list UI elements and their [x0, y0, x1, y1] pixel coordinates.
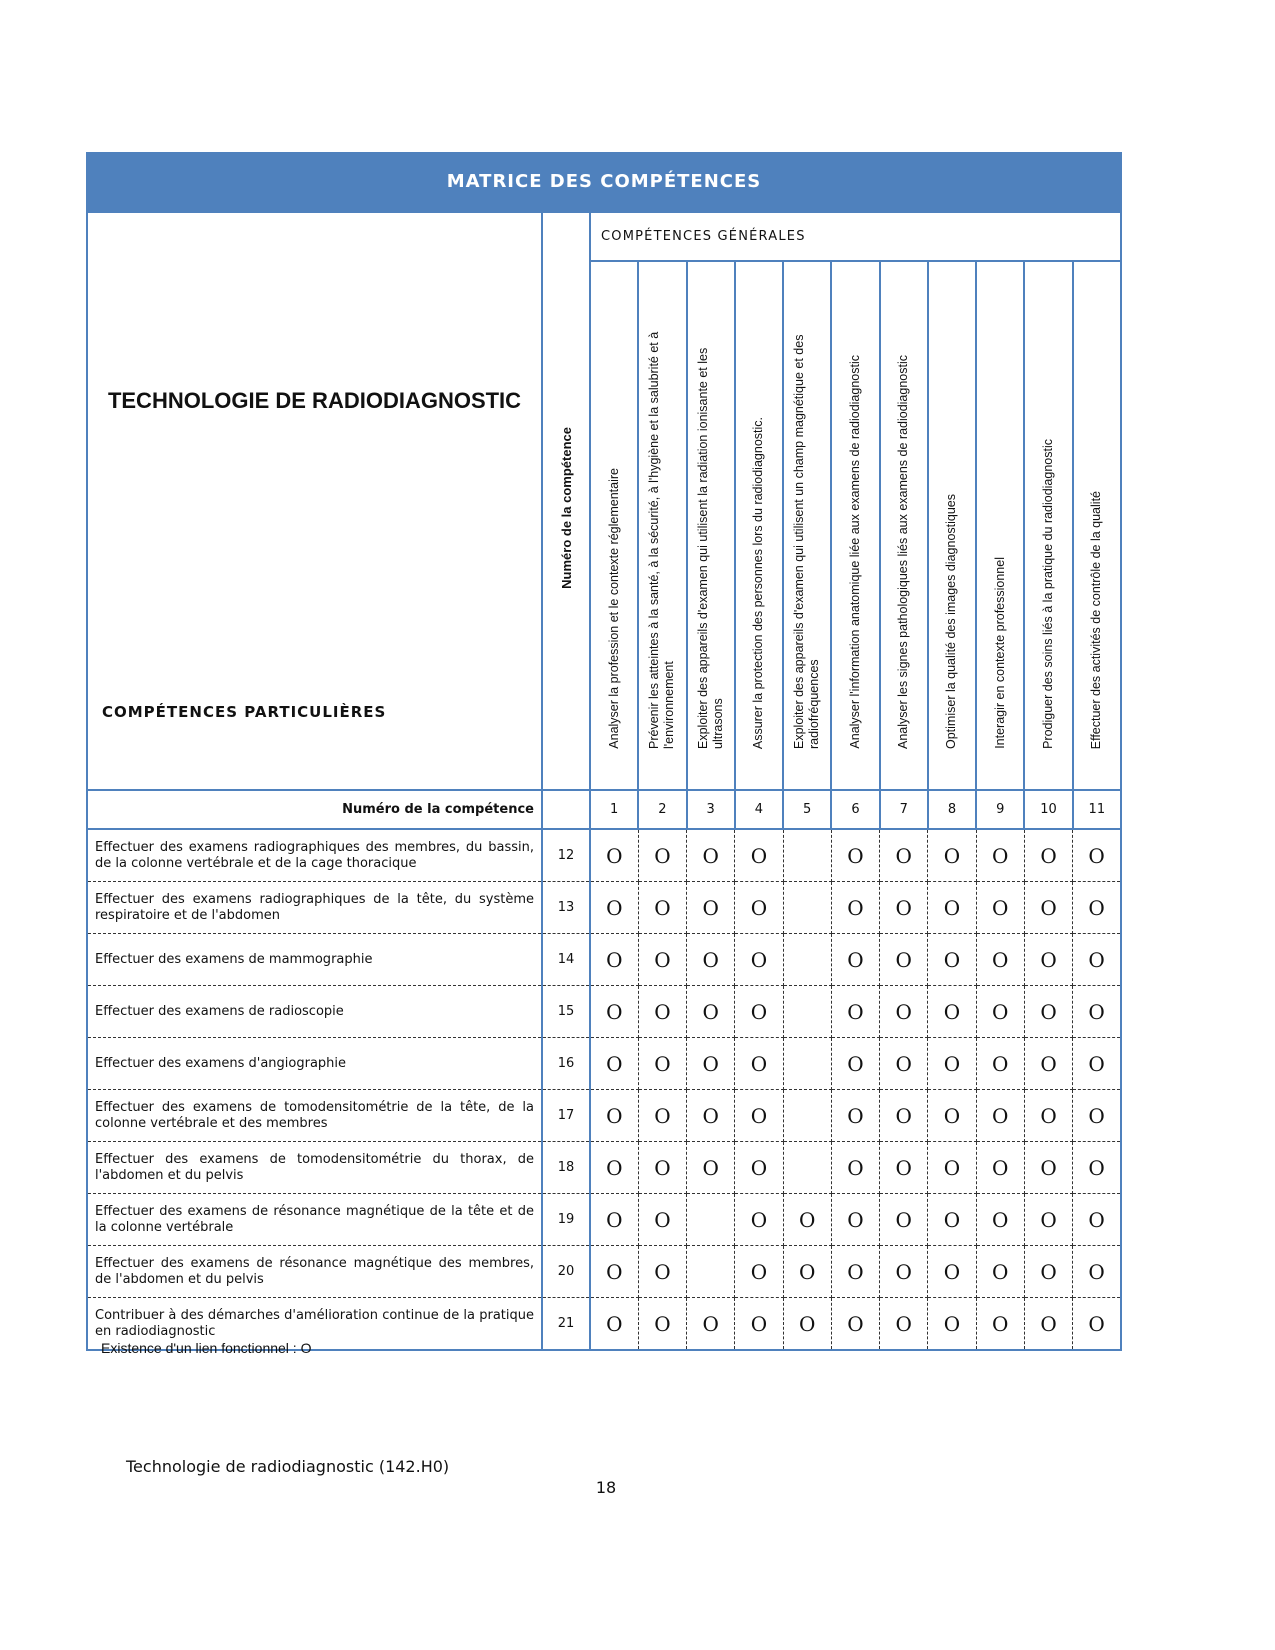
particular-competency-number: 13	[542, 882, 590, 934]
functional-link-mark: O	[638, 1090, 686, 1142]
table-row	[87, 1194, 1121, 1246]
empty-cell	[783, 1142, 831, 1194]
functional-link-mark: O	[687, 829, 735, 882]
functional-link-mark: O	[638, 1246, 686, 1298]
functional-link-mark: O	[1073, 934, 1121, 986]
functional-link-mark: O	[1024, 882, 1072, 934]
functional-link-mark: O	[1073, 829, 1121, 882]
functional-link-mark: O	[928, 1298, 976, 1351]
functional-link-mark: O	[638, 1038, 686, 1090]
functional-link-mark: O	[735, 1194, 783, 1246]
general-competency-number: 9	[976, 790, 1024, 829]
general-competency-label: Prévenir les atteintes à la santé, à la sécurité, à l'hygiène et la salubrité et à l'environnement	[647, 331, 677, 749]
functional-link-mark: O	[928, 1194, 976, 1246]
functional-link-mark: O	[735, 1142, 783, 1194]
functional-link-mark: O	[880, 1194, 928, 1246]
general-competency-label: Analyser la profession et le contexte réglementaire	[606, 468, 621, 749]
general-competency-number: 1	[590, 790, 638, 829]
functional-link-mark: O	[880, 1246, 928, 1298]
competency-matrix	[86, 211, 1122, 1351]
functional-link-mark: O	[638, 1142, 686, 1194]
functional-link-mark: O	[1024, 1090, 1072, 1142]
table-row	[87, 934, 1121, 986]
functional-link-mark: O	[735, 882, 783, 934]
functional-link-mark: O	[638, 1298, 686, 1351]
functional-link-mark: O	[687, 1142, 735, 1194]
general-competency-header	[783, 261, 831, 790]
functional-link-mark: O	[1073, 882, 1121, 934]
general-competency-header	[976, 261, 1024, 790]
functional-link-mark: O	[735, 1090, 783, 1142]
number-row-blank	[542, 790, 590, 829]
functional-link-mark: O	[831, 934, 879, 986]
functional-link-mark: O	[1073, 1194, 1121, 1246]
particular-competency-number: 12	[542, 829, 590, 882]
table-row	[87, 1142, 1121, 1194]
general-competency-header	[735, 261, 783, 790]
functional-link-mark: O	[590, 1298, 638, 1351]
functional-link-mark: O	[928, 1246, 976, 1298]
functional-link-mark: O	[928, 1038, 976, 1090]
general-competency-number: 2	[638, 790, 686, 829]
functional-link-mark: O	[590, 1142, 638, 1194]
functional-link-mark: O	[976, 829, 1024, 882]
functional-link-mark: O	[880, 934, 928, 986]
particular-competency-number: 14	[542, 934, 590, 986]
functional-link-mark: O	[590, 934, 638, 986]
table-row	[87, 1090, 1121, 1142]
functional-link-mark: O	[928, 934, 976, 986]
general-competency-number: 5	[783, 790, 831, 829]
functional-link-mark: O	[1024, 986, 1072, 1038]
particular-competency-label: Effectuer des examens radiographiques des membres, du bassin, de la colonne vertébrale et de la cage thoracique	[87, 829, 542, 882]
general-competency-header	[1073, 261, 1121, 790]
functional-link-mark: O	[976, 1090, 1024, 1142]
particular-competency-label: Effectuer des examens de radioscopie	[87, 986, 542, 1038]
matrix-banner-title: MATRICE DES COMPÉTENCES	[86, 152, 1122, 211]
functional-link-mark: O	[1024, 1142, 1072, 1194]
general-competency-label: Assurer la protection des personnes lors du radiodiagnostic.	[751, 416, 766, 749]
functional-link-mark: O	[880, 986, 928, 1038]
functional-link-mark: O	[1024, 1298, 1072, 1351]
functional-link-mark: O	[928, 1090, 976, 1142]
particular-competency-label: Effectuer des examens de tomodensitométrie de la tête, de la colonne vertébrale et des membres	[87, 1090, 542, 1142]
functional-link-mark: O	[638, 882, 686, 934]
functional-link-mark: O	[976, 882, 1024, 934]
functional-link-mark: O	[638, 829, 686, 882]
functional-link-mark: O	[687, 1090, 735, 1142]
functional-link-mark: O	[976, 1194, 1024, 1246]
functional-link-mark: O	[1073, 1038, 1121, 1090]
functional-link-mark: O	[976, 1038, 1024, 1090]
functional-link-mark: O	[735, 829, 783, 882]
functional-link-mark: O	[687, 986, 735, 1038]
particular-competency-label: Effectuer des examens de tomodensitométrie du thorax, de l'abdomen et du pelvis	[87, 1142, 542, 1194]
functional-link-mark: O	[783, 1298, 831, 1351]
functional-link-mark: O	[831, 829, 879, 882]
program-title: TECHNOLOGIE DE RADIODIAGNOSTIC	[107, 388, 522, 413]
general-competency-number: 7	[880, 790, 928, 829]
functional-link-mark: O	[590, 1246, 638, 1298]
general-competency-header	[928, 261, 976, 790]
particular-competency-number: 16	[542, 1038, 590, 1090]
general-competency-number: 8	[928, 790, 976, 829]
functional-link-mark: O	[831, 1038, 879, 1090]
functional-link-mark: O	[831, 1090, 879, 1142]
general-competency-header	[831, 261, 879, 790]
footer-title: Technologie de radiodiagnostic (142.H0)	[126, 1457, 450, 1476]
functional-link-mark: O	[880, 1142, 928, 1194]
functional-link-mark: O	[1024, 1038, 1072, 1090]
general-competency-label: Optimiser la qualité des images diagnostiques	[944, 494, 959, 749]
functional-link-mark: O	[976, 934, 1024, 986]
functional-link-mark: O	[976, 986, 1024, 1038]
functional-link-mark: O	[590, 829, 638, 882]
general-competency-number: 10	[1024, 790, 1072, 829]
functional-link-mark: O	[735, 986, 783, 1038]
functional-link-mark: O	[687, 1298, 735, 1351]
general-competency-label: Effectuer des activités de contrôle de la qualité	[1089, 490, 1104, 749]
particular-competency-number: 21	[542, 1298, 590, 1351]
particular-competency-label: Effectuer des examens de résonance magnétique de la tête et de la colonne vertébrale	[87, 1194, 542, 1246]
functional-link-mark: O	[880, 829, 928, 882]
functional-link-mark: O	[687, 882, 735, 934]
functional-link-mark: O	[928, 882, 976, 934]
table-row	[87, 1038, 1121, 1090]
legend: Existence d'un lien fonctionnel : O	[101, 1340, 312, 1356]
functional-link-mark: O	[976, 1142, 1024, 1194]
general-competency-number: 11	[1073, 790, 1121, 829]
functional-link-mark: O	[687, 934, 735, 986]
functional-link-mark: O	[1073, 1090, 1121, 1142]
number-header-cell	[542, 212, 590, 790]
general-competency-header	[638, 261, 686, 790]
particular-competencies-label: COMPÉTENCES PARTICULIÈRES	[102, 703, 387, 721]
general-competency-header	[880, 261, 928, 790]
number-row-label: Numéro de la compétence	[87, 790, 542, 829]
empty-cell	[783, 1090, 831, 1142]
functional-link-mark: O	[735, 1246, 783, 1298]
general-competency-label: Exploiter des appareils d'examen qui utilisent la radiation ionisante et les ultrasons	[695, 347, 725, 749]
functional-link-mark: O	[638, 986, 686, 1038]
general-competency-label: Prodiguer des soins liés à la pratique du radiodiagnostic	[1041, 439, 1056, 749]
functional-link-mark: O	[880, 1090, 928, 1142]
general-competency-header	[590, 261, 638, 790]
page-number: 18	[595, 1478, 617, 1497]
functional-link-mark: O	[735, 1298, 783, 1351]
functional-link-mark: O	[831, 1142, 879, 1194]
functional-link-mark: O	[1073, 1142, 1121, 1194]
particular-competency-number: 17	[542, 1090, 590, 1142]
general-competency-label: Analyser l'information anatomique liée aux examens de radiodiagnostic	[847, 355, 862, 749]
number-header: Numéro de la compétence	[558, 427, 574, 589]
general-competency-header	[687, 261, 735, 790]
general-competency-label: Analyser les signes pathologiques liés aux examens de radiodiagnostic	[896, 355, 911, 749]
particular-competency-number: 20	[542, 1246, 590, 1298]
empty-cell	[783, 829, 831, 882]
functional-link-mark: O	[880, 882, 928, 934]
functional-link-mark: O	[831, 882, 879, 934]
functional-link-mark: O	[831, 1298, 879, 1351]
functional-link-mark: O	[590, 1194, 638, 1246]
general-competency-header	[1024, 261, 1072, 790]
particular-competency-label: Effectuer des examens de mammographie	[87, 934, 542, 986]
functional-link-mark: O	[976, 1298, 1024, 1351]
functional-link-mark: O	[783, 1194, 831, 1246]
particular-competency-label: Contribuer à des démarches d'amélioration continue de la pratique en radiodiagnostic	[87, 1298, 542, 1351]
functional-link-mark: O	[1073, 986, 1121, 1038]
empty-cell	[783, 934, 831, 986]
functional-link-mark: O	[735, 934, 783, 986]
functional-link-mark: O	[687, 1038, 735, 1090]
functional-link-mark: O	[831, 1246, 879, 1298]
functional-link-mark: O	[590, 1090, 638, 1142]
general-competency-label: Interagir en contexte professionnel	[992, 557, 1007, 749]
functional-link-mark: O	[638, 1194, 686, 1246]
functional-link-mark: O	[1024, 1194, 1072, 1246]
table-row	[87, 986, 1121, 1038]
general-competency-number: 6	[831, 790, 879, 829]
functional-link-mark: O	[928, 1142, 976, 1194]
functional-link-mark: O	[976, 1246, 1024, 1298]
particular-competency-number: 19	[542, 1194, 590, 1246]
functional-link-mark: O	[1073, 1246, 1121, 1298]
functional-link-mark: O	[928, 829, 976, 882]
functional-link-mark: O	[590, 986, 638, 1038]
empty-cell	[783, 882, 831, 934]
empty-cell	[783, 1038, 831, 1090]
functional-link-mark: O	[1024, 934, 1072, 986]
functional-link-mark: O	[880, 1298, 928, 1351]
general-competency-number: 3	[687, 790, 735, 829]
table-row	[87, 829, 1121, 882]
functional-link-mark: O	[1024, 829, 1072, 882]
table-row	[87, 1246, 1121, 1298]
empty-cell	[687, 1194, 735, 1246]
functional-link-mark: O	[928, 986, 976, 1038]
general-competency-label: Exploiter des appareils d'examen qui utilisent un champ magnétique et des radiofréquences	[792, 334, 822, 749]
functional-link-mark: O	[1073, 1298, 1121, 1351]
particular-competency-number: 15	[542, 986, 590, 1038]
functional-link-mark: O	[1024, 1246, 1072, 1298]
functional-link-mark: O	[880, 1038, 928, 1090]
functional-link-mark: O	[735, 1038, 783, 1090]
functional-link-mark: O	[783, 1246, 831, 1298]
functional-link-mark: O	[638, 934, 686, 986]
empty-cell	[783, 986, 831, 1038]
program-title-cell	[87, 212, 542, 790]
functional-link-mark: O	[831, 986, 879, 1038]
particular-competency-label: Effectuer des examens d'angiographie	[87, 1038, 542, 1090]
particular-competency-label: Effectuer des examens de résonance magnétique des membres, de l'abdomen et du pelvis	[87, 1246, 542, 1298]
empty-cell	[687, 1246, 735, 1298]
general-competency-number: 4	[735, 790, 783, 829]
functional-link-mark: O	[831, 1194, 879, 1246]
particular-competency-label: Effectuer des examens radiographiques de la tête, du système respiratoire et de l'abdomen	[87, 882, 542, 934]
general-competencies-label: COMPÉTENCES GÉNÉRALES	[590, 212, 1121, 261]
particular-competency-number: 18	[542, 1142, 590, 1194]
table-row	[87, 882, 1121, 934]
functional-link-mark: O	[590, 882, 638, 934]
functional-link-mark: O	[590, 1038, 638, 1090]
